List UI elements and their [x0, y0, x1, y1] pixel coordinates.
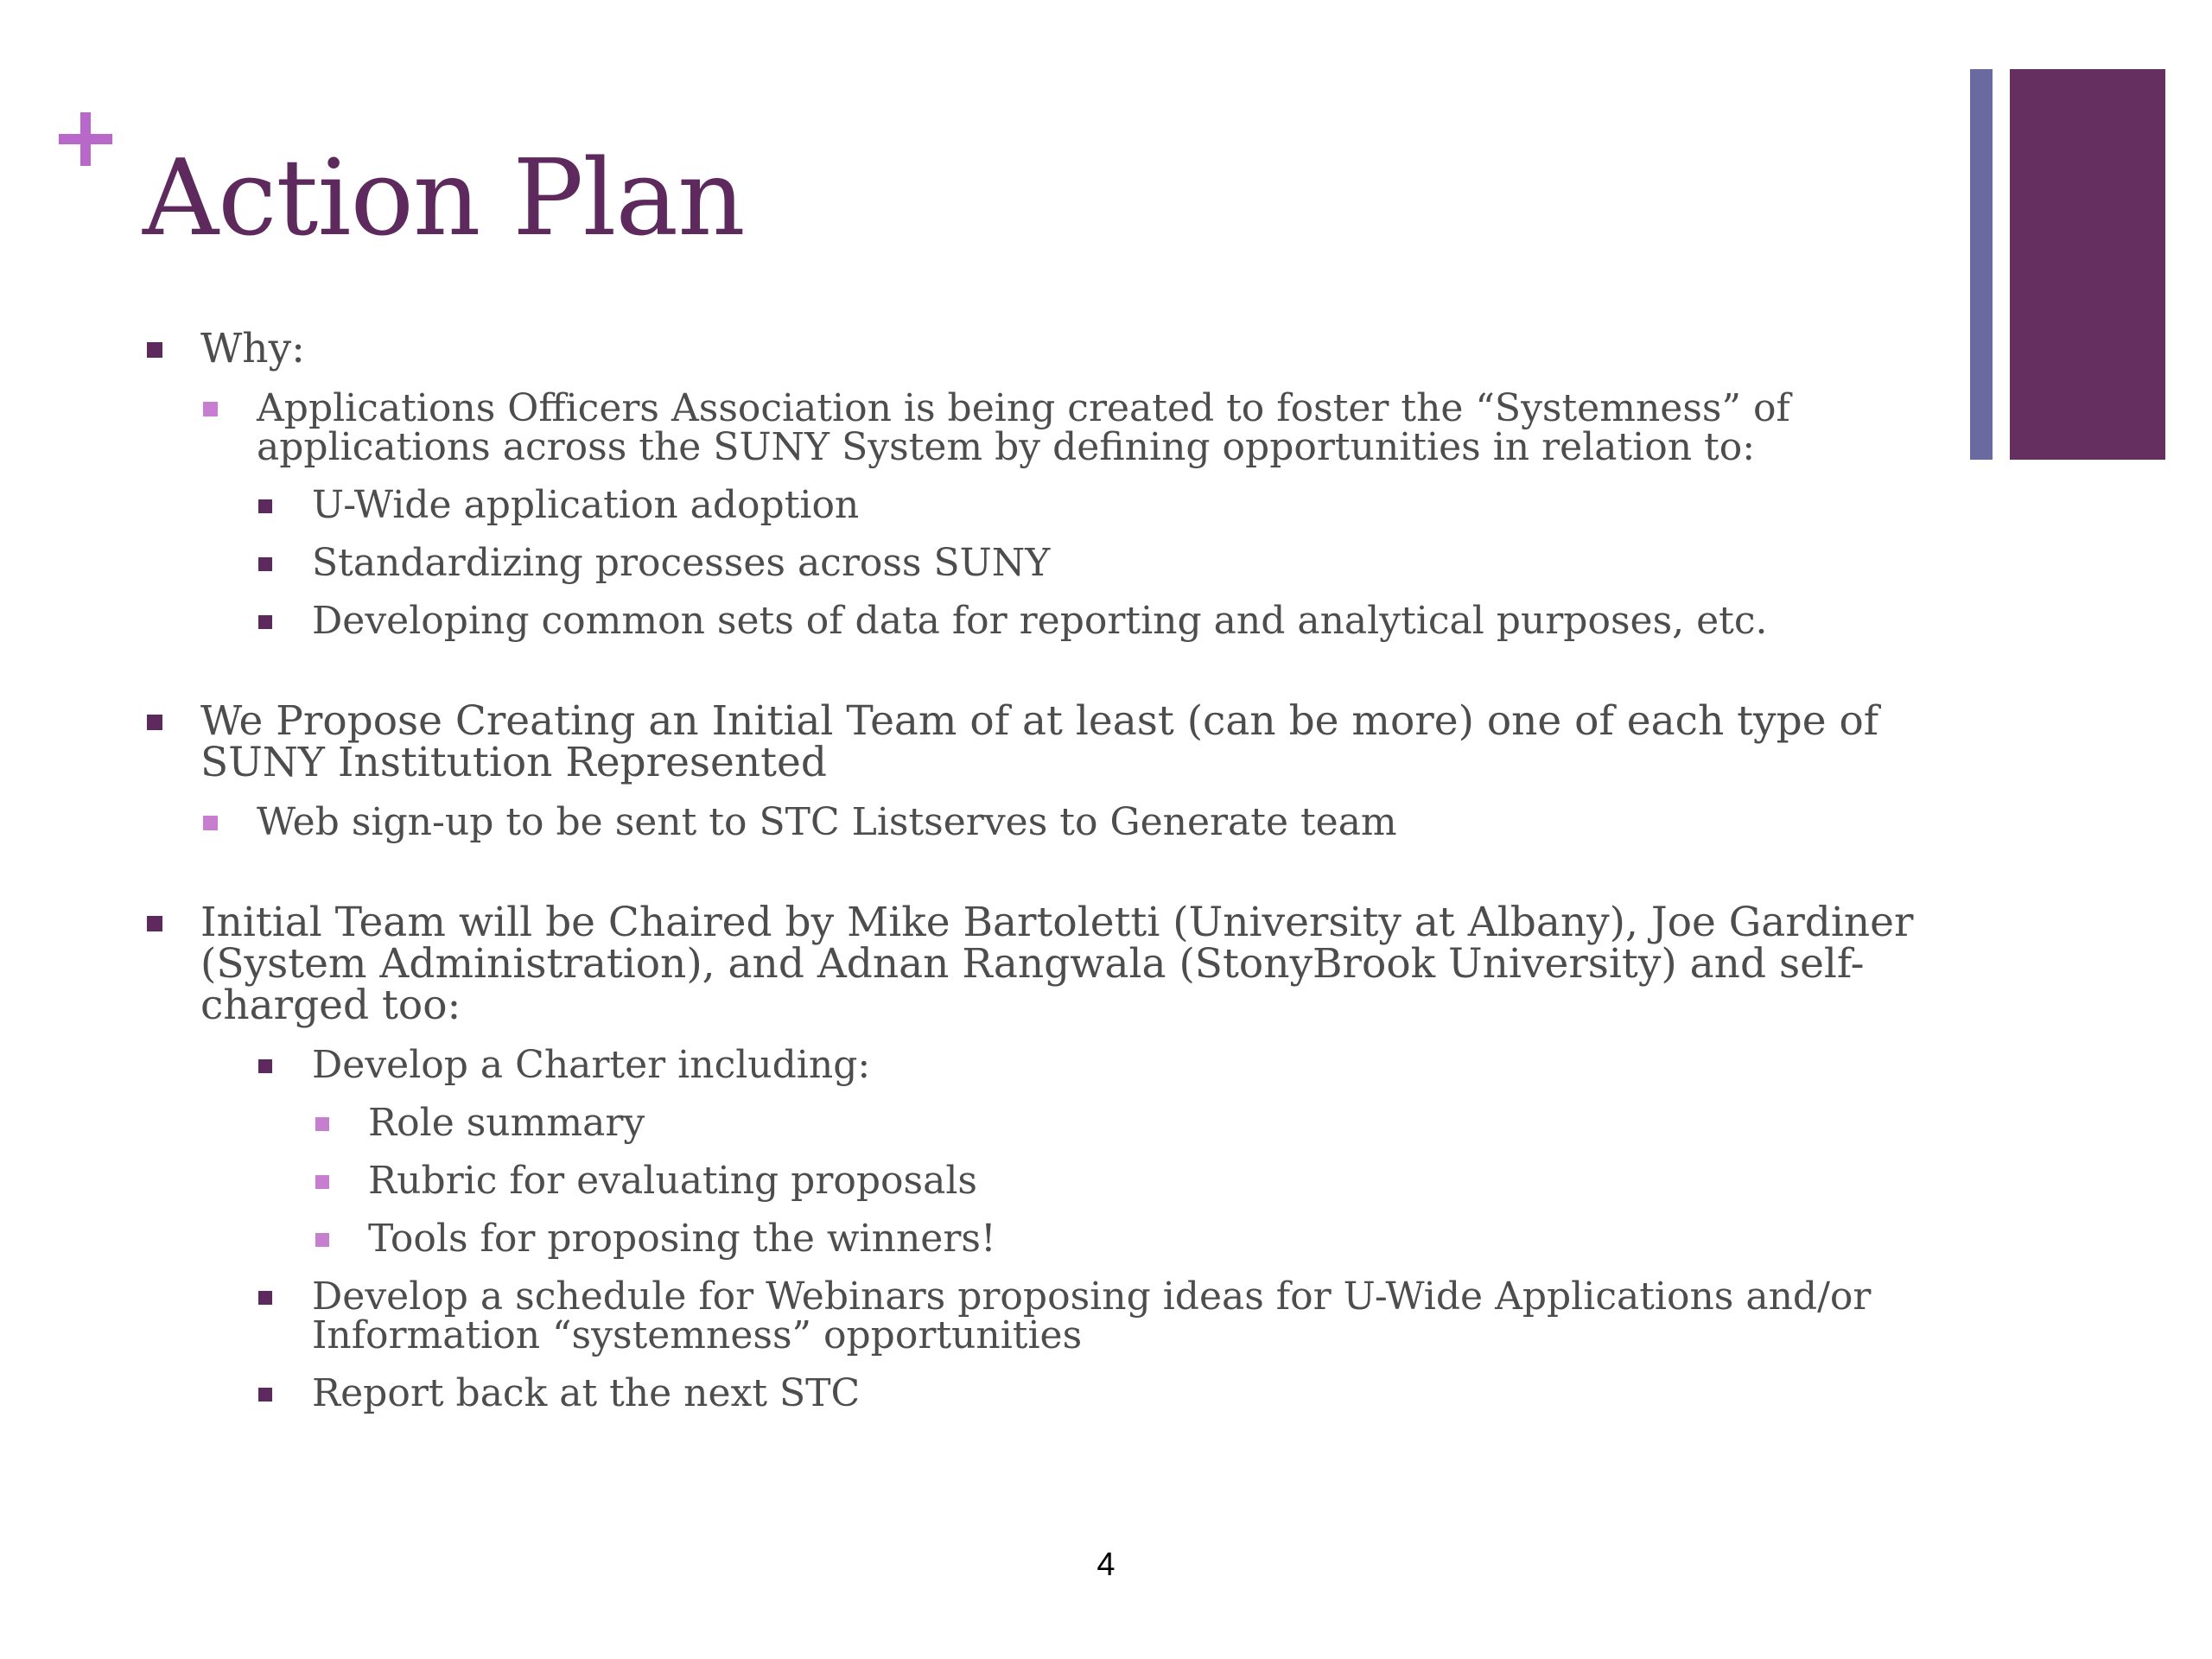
bullet-text: Web sign-up to be sent to STC Listserves to Generate team: [257, 800, 1397, 844]
plus-icon: [59, 112, 112, 166]
bullet-text: Developing common sets of data for reporting and analytical purposes, etc.: [312, 599, 1768, 643]
square-bullet-icon: [258, 615, 272, 629]
page-number: 4: [1096, 1547, 1116, 1583]
square-bullet-icon: [258, 1291, 272, 1305]
bullet-why: [138, 325, 1961, 372]
bullet-text: Develop a schedule for Webinars proposing ideas for U-Wide Applications and/or Information “systemness” opportunities: [312, 1274, 1872, 1357]
square-bullet-icon: [258, 1059, 272, 1073]
bullet-text: Develop a Charter including:: [312, 1043, 871, 1087]
bullet-text: Report back at the next STC: [312, 1371, 861, 1415]
accent-bar-thin: [1970, 69, 1993, 460]
square-bullet-icon: [147, 916, 162, 931]
square-bullet-icon: [258, 557, 272, 571]
bullet-charter-item: [138, 1217, 1961, 1261]
square-bullet-icon: [258, 1388, 272, 1402]
square-bullet-icon: [315, 1233, 329, 1247]
bullet-why-sub: [138, 386, 1961, 469]
bullet-why-item: [138, 541, 1961, 585]
square-bullet-icon: [258, 499, 272, 513]
bullet-propose: [138, 697, 1961, 786]
square-bullet-icon: [147, 342, 162, 358]
accent-bar-thick: [2010, 69, 2165, 460]
bullet-text: U-Wide application adoption: [312, 483, 860, 527]
bullet-text: Initial Team will be Chaired by Mike Bartoletti (University at Albany), Joe Gardiner (System Administration), and Adnan Rangwala (StonyBrook University) and self-charged too:: [200, 899, 1914, 1029]
bullet-text: Why:: [200, 325, 305, 372]
bullet-charter: [138, 1043, 1961, 1087]
bullet-schedule: [138, 1274, 1961, 1357]
bullet-list: [138, 325, 1961, 1415]
bullet-text: Applications Officers Association is being created to foster the “Systemness” of applications across the SUNY System by defining opportunities in relation to:: [257, 386, 1790, 469]
bullet-text: Role summary: [368, 1101, 645, 1145]
bullet-why-item: [138, 599, 1961, 643]
bullet-text: Standardizing processes across SUNY: [312, 541, 1051, 585]
bullet-text: We Propose Creating an Initial Team of at least (can be more) one of each type of SUNY Institution Represented: [200, 697, 1879, 786]
bullet-propose-sub: [138, 800, 1961, 844]
square-bullet-icon: [315, 1175, 329, 1189]
square-bullet-icon: [147, 715, 162, 730]
bullet-charter-item: [138, 1101, 1961, 1145]
bullet-text: Tools for proposing the winners!: [368, 1217, 996, 1261]
square-bullet-icon: [203, 816, 218, 830]
slide-title: Action Plan: [143, 137, 745, 259]
bullet-why-item: [138, 483, 1961, 527]
bullet-team: [138, 899, 1961, 1029]
square-bullet-icon: [315, 1117, 329, 1131]
bullet-charter-item: [138, 1159, 1961, 1203]
bullet-report: [138, 1371, 1961, 1415]
bullet-text: Rubric for evaluating proposals: [368, 1159, 977, 1203]
square-bullet-icon: [203, 402, 218, 416]
